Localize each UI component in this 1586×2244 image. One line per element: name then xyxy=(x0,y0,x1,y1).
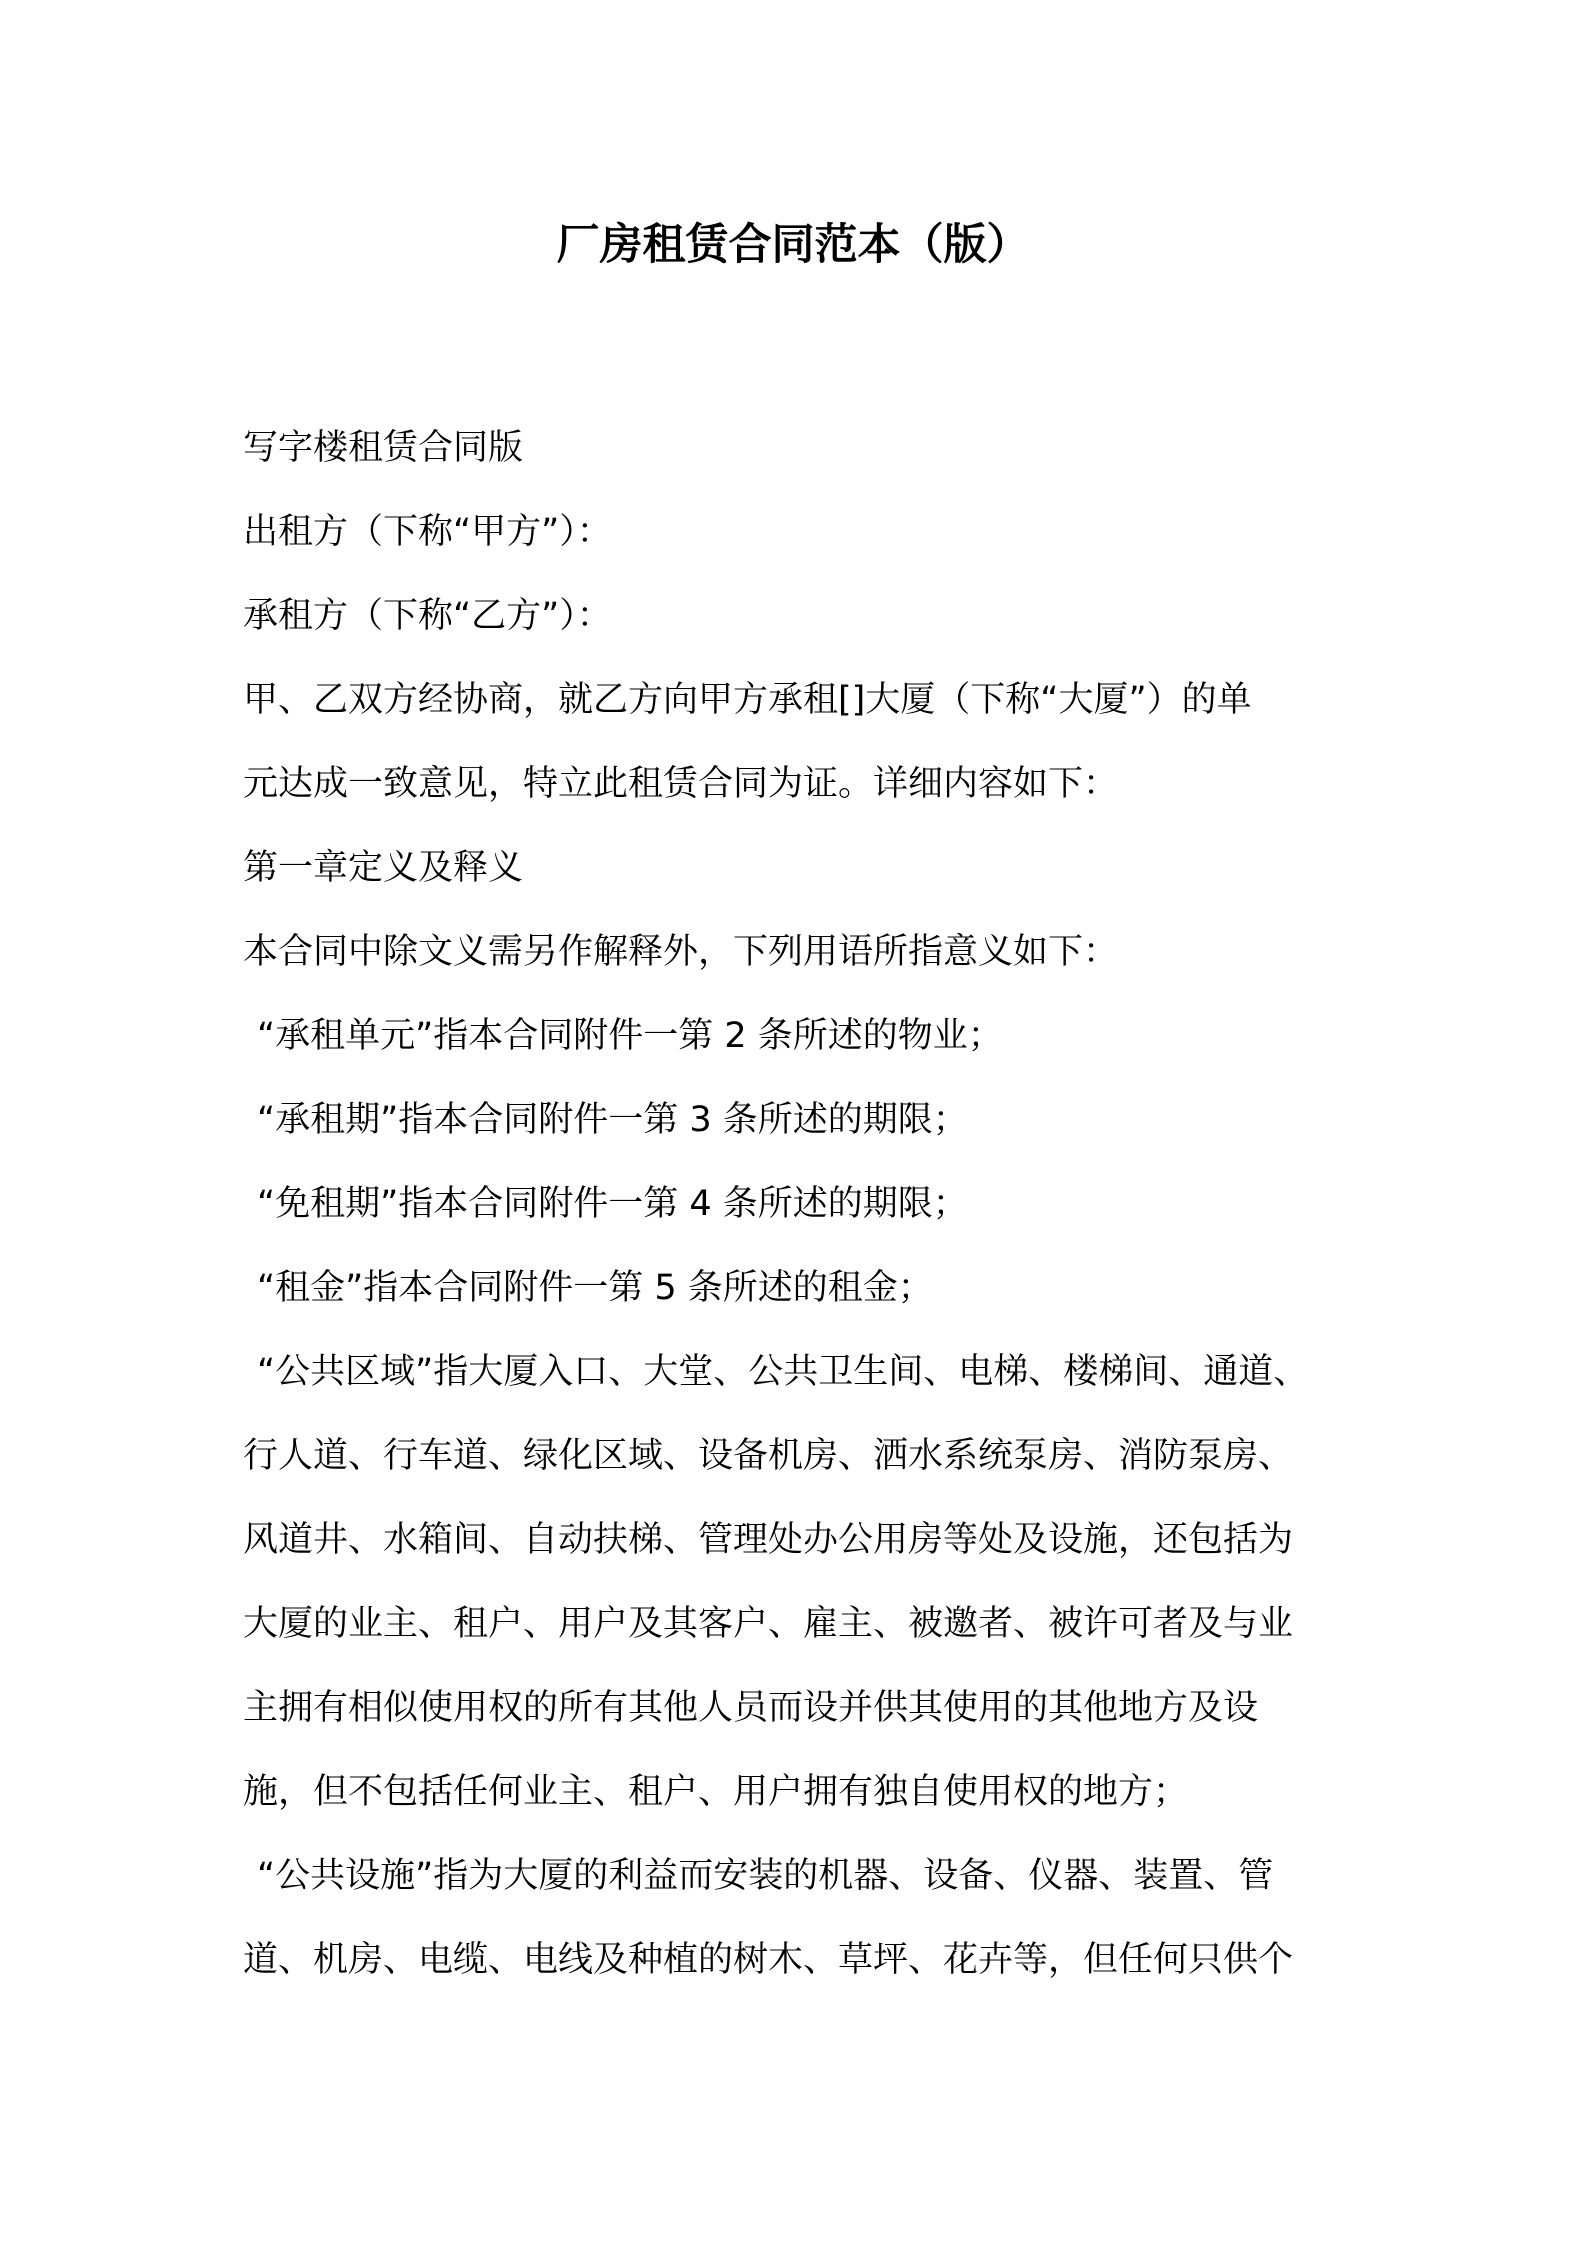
body-line: 施，但不包括任何业主、租户、用户拥有独自使用权的地方； xyxy=(243,1772,1189,1812)
body-line: 大厦的业主、租户、用户及其客户、雇主、被邀者、被许可者及与业 xyxy=(243,1604,1294,1644)
body-line: 行人道、行车道、绿化区域、设备机房、洒水系统泵房、消防泵房、 xyxy=(243,1436,1294,1476)
definition-line: “承租单元”指本合同附件一第 2 条所述的物业； xyxy=(257,1016,1003,1056)
body-line: 出租方（下称“甲方”）： xyxy=(243,512,612,552)
definition-line: “承租期”指本合同附件一第 3 条所述的期限； xyxy=(257,1100,968,1140)
body-line: 风道井、水箱间、自动扶梯、管理处办公用房等处及设施，还包括为 xyxy=(243,1520,1294,1560)
definition-line: “公共区域”指大厦入口、大堂、公共卫生间、电梯、楼梯间、通道、 xyxy=(257,1352,1309,1392)
body-line: 甲、乙双方经协商，就乙方向甲方承租[]大厦（下称“大厦”）的单 xyxy=(243,680,1252,720)
body-line: 元达成一致意见，特立此租赁合同为证。详细内容如下： xyxy=(243,764,1119,804)
chapter-heading: 第一章定义及释义 xyxy=(243,848,524,888)
document-title: 厂房租赁合同范本（版） xyxy=(556,220,1030,270)
document-body xyxy=(243,406,1363,2002)
definition-line: “免租期”指本合同附件一第 4 条所述的期限； xyxy=(257,1184,968,1224)
definition-line: “租金”指本合同附件一第 5 条所述的租金； xyxy=(257,1268,933,1308)
body-line: 主拥有相似使用权的所有其他人员而设并供其使用的其他地方及设 xyxy=(243,1688,1259,1728)
body-line: 本合同中除文义需另作解释外，下列用语所指意义如下： xyxy=(243,932,1119,972)
body-line: 道、机房、电缆、电线及种植的树木、草坪、花卉等，但任何只供个 xyxy=(243,1940,1294,1980)
body-line: 写字楼租赁合同版 xyxy=(243,428,524,468)
body-line: 承租方（下称“乙方”）： xyxy=(243,596,612,636)
definition-line: “公共设施”指为大厦的利益而安装的机器、设备、仪器、装置、管 xyxy=(257,1856,1274,1896)
